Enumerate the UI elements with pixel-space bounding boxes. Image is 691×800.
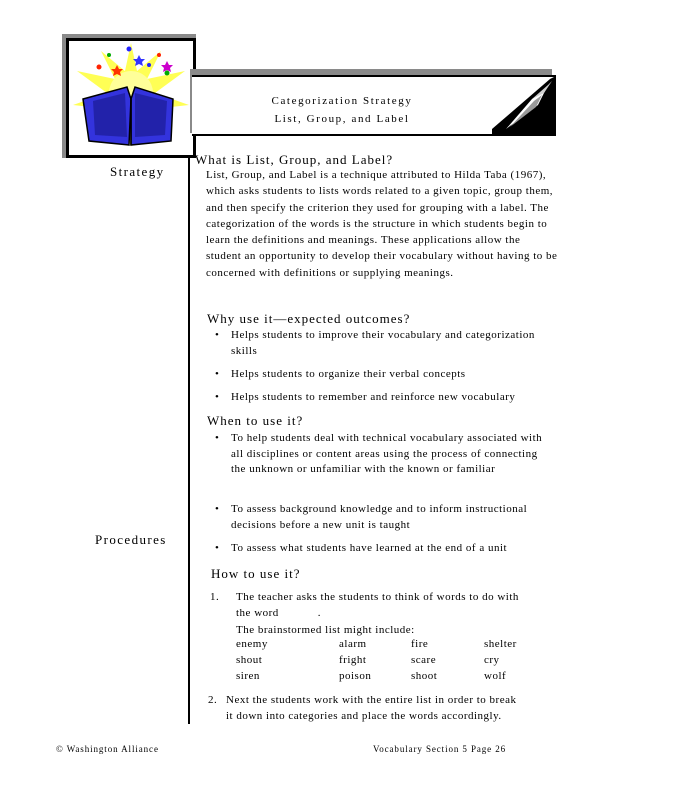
- word-cell: cry: [484, 654, 500, 666]
- bullet-dot: •: [215, 542, 220, 554]
- word-cell: poison: [339, 670, 372, 682]
- word-cell: scare: [411, 654, 437, 666]
- bullet-dot: •: [215, 432, 220, 444]
- why-heading: Why use it—expected outcomes?: [207, 311, 411, 326]
- banner-subtitle: List, Group, and Label: [274, 113, 410, 125]
- word-cell: fright: [339, 654, 367, 666]
- why-bullet: [215, 390, 575, 406]
- footer-copyright: © Washington Alliance: [56, 744, 159, 754]
- when-heading: When to use it?: [207, 413, 304, 428]
- step-2-line2: it down into categories and place the words accordingly.: [226, 710, 502, 722]
- word-cell: shout: [236, 654, 263, 666]
- what-is-heading: What is List, Group, and Label?: [195, 152, 394, 167]
- title-banner: [192, 75, 556, 136]
- bullet-dot: •: [215, 329, 220, 341]
- why-bullet: [215, 328, 545, 359]
- column-divider: [188, 158, 190, 724]
- step-1-line2: the word .: [236, 607, 322, 619]
- bullet-text: To assess background knowledge and to inform instructional decisions before a new unit is taught: [231, 503, 528, 531]
- bullet-dot: •: [215, 391, 220, 403]
- word-cell: shelter: [484, 638, 517, 650]
- banner-title: Categorization Strategy: [271, 95, 413, 107]
- when-bullet: [215, 502, 535, 533]
- how-heading: How to use it?: [211, 566, 301, 581]
- word-cell: fire: [411, 638, 429, 650]
- when-bullet: [215, 541, 575, 557]
- bullet-text: To help students deal with technical vocabulary associated with all disciplines or content areas using the process of connecting the unknown or unfamiliar with the known or familiar: [231, 432, 543, 475]
- bullet-dot: •: [215, 368, 220, 380]
- book-logo: [66, 38, 196, 158]
- bullet-text: To assess what students have learned at the end of a unit: [231, 542, 508, 554]
- word-cell: enemy: [236, 638, 268, 650]
- step-number: 2.: [208, 694, 218, 706]
- side-label-strategy: Strategy: [110, 164, 165, 179]
- bullet-dot: •: [215, 503, 220, 515]
- step-number: 1.: [210, 591, 220, 603]
- word-cell: siren: [236, 670, 260, 682]
- word-cell: shoot: [411, 670, 438, 682]
- what-is-body: List, Group, and Label is a technique attributed to Hilda Taba (1967), which asks students to lists words related to a given topic, group them, and then specify the criterion they used for grouping with a label. The categorization of the words is the structure in which students begin to learn the definitions and meanings. These applications allow the student an opportunity to develop their vocabulary without having to be concerned with definitions or supplying meanings.: [206, 169, 558, 279]
- step-1-line1: The teacher asks the students to think of words to do with: [236, 591, 519, 603]
- pen-nib-icon: [492, 77, 554, 134]
- list-intro: The brainstormed list might include:: [236, 624, 415, 636]
- step-2-line1: Next the students work with the entire list in order to break: [226, 694, 517, 706]
- when-bullet: [215, 431, 555, 478]
- footer-page-info: Vocabulary Section 5 Page 26: [373, 744, 507, 754]
- word-cell: alarm: [339, 638, 367, 650]
- bullet-text: Helps students to remember and reinforce new vocabulary: [231, 391, 516, 403]
- bullet-text: Helps students to improve their vocabulary and categorization skills: [231, 329, 535, 357]
- open-book-icon: [69, 41, 193, 155]
- bullet-text: Helps students to organize their verbal concepts: [231, 368, 466, 380]
- why-bullet: [215, 367, 555, 383]
- word-cell: wolf: [484, 670, 507, 682]
- side-label-procedures: Procedures: [95, 532, 167, 547]
